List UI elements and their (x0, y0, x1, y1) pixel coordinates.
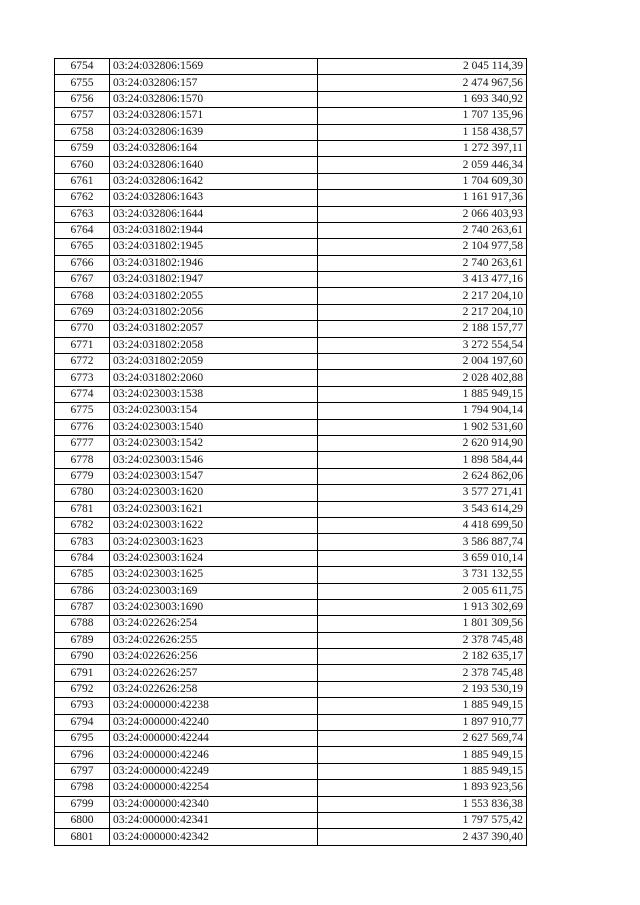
row-number-cell: 6783 (55, 534, 110, 550)
row-number-cell: 6761 (55, 173, 110, 189)
table-row (55, 75, 527, 91)
row-number-cell: 6764 (55, 222, 110, 238)
table-row (55, 370, 527, 386)
cadastral-value-cell: 2 378 745,48 (318, 665, 527, 681)
cadastral-number-cell: 03:24:032806:1643 (110, 190, 318, 206)
table-row (55, 222, 527, 238)
cadastral-value-cell: 2 004 197,60 (318, 354, 527, 370)
row-number-cell: 6793 (55, 698, 110, 714)
table-row (55, 681, 527, 697)
cadastral-value-cell: 2 217 204,10 (318, 288, 527, 304)
row-number-cell: 6785 (55, 567, 110, 583)
cadastral-number-cell: 03:24:023003:1546 (110, 452, 318, 468)
cadastral-value-cell: 1 885 949,15 (318, 763, 527, 779)
table-row (55, 140, 527, 156)
cadastral-value-cell: 3 586 887,74 (318, 534, 527, 550)
cadastral-value-cell: 2 193 530,19 (318, 681, 527, 697)
cadastral-number-cell: 03:24:032806:1642 (110, 173, 318, 189)
row-number-cell: 6759 (55, 140, 110, 156)
row-number-cell: 6799 (55, 796, 110, 812)
cadastral-value-cell: 2 627 569,74 (318, 731, 527, 747)
cadastral-value-cell: 1 893 923,56 (318, 780, 527, 796)
table-row (55, 517, 527, 533)
cadastral-number-cell: 03:24:023003:1540 (110, 419, 318, 435)
cadastral-number-cell: 03:24:031802:2055 (110, 288, 318, 304)
table-row (55, 59, 527, 75)
row-number-cell: 6800 (55, 812, 110, 828)
table-row (55, 698, 527, 714)
row-number-cell: 6782 (55, 517, 110, 533)
cadastral-value-cell: 1 913 302,69 (318, 599, 527, 615)
cadastral-value-cell: 2 620 914,90 (318, 435, 527, 451)
cadastral-value-cell: 1 885 949,15 (318, 698, 527, 714)
cadastral-number-cell: 03:24:031802:1945 (110, 239, 318, 255)
table-row (55, 665, 527, 681)
row-number-cell: 6795 (55, 731, 110, 747)
row-number-cell: 6772 (55, 354, 110, 370)
row-number-cell: 6787 (55, 599, 110, 615)
cadastral-value-table (54, 58, 527, 846)
row-number-cell: 6791 (55, 665, 110, 681)
cadastral-number-cell: 03:24:031802:1946 (110, 255, 318, 271)
cadastral-number-cell: 03:24:031802:2056 (110, 304, 318, 320)
cadastral-value-cell: 3 731 132,55 (318, 567, 527, 583)
cadastral-number-cell: 03:24:031802:1947 (110, 272, 318, 288)
cadastral-value-cell: 1 902 531,60 (318, 419, 527, 435)
cadastral-number-cell: 03:24:023003:1690 (110, 599, 318, 615)
row-number-cell: 6798 (55, 780, 110, 796)
row-number-cell: 6758 (55, 124, 110, 140)
row-number-cell: 6768 (55, 288, 110, 304)
table-row (55, 91, 527, 107)
row-number-cell: 6766 (55, 255, 110, 271)
cadastral-number-cell: 03:24:031802:2057 (110, 321, 318, 337)
cadastral-value-cell: 2 378 745,48 (318, 632, 527, 648)
table-row (55, 452, 527, 468)
cadastral-number-cell: 03:24:000000:42340 (110, 796, 318, 812)
cadastral-value-cell: 2 104 977,58 (318, 239, 527, 255)
cadastral-number-cell: 03:24:031802:2058 (110, 337, 318, 353)
cadastral-number-cell: 03:24:000000:42244 (110, 731, 318, 747)
cadastral-value-cell: 3 659 010,14 (318, 550, 527, 566)
cadastral-value-cell: 1 885 949,15 (318, 386, 527, 402)
cadastral-value-cell: 3 272 554,54 (318, 337, 527, 353)
cadastral-value-cell: 4 418 699,50 (318, 517, 527, 533)
table-row (55, 206, 527, 222)
row-number-cell: 6773 (55, 370, 110, 386)
cadastral-number-cell: 03:24:032806:164 (110, 140, 318, 156)
cadastral-value-cell: 2 059 446,34 (318, 157, 527, 173)
row-number-cell: 6775 (55, 403, 110, 419)
table-row (55, 567, 527, 583)
cadastral-value-cell: 1 885 949,15 (318, 747, 527, 763)
row-number-cell: 6762 (55, 190, 110, 206)
cadastral-value-cell: 1 272 397,11 (318, 140, 527, 156)
table-row (55, 468, 527, 484)
row-number-cell: 6786 (55, 583, 110, 599)
row-number-cell: 6794 (55, 714, 110, 730)
cadastral-number-cell: 03:24:022626:254 (110, 616, 318, 632)
table-row (55, 747, 527, 763)
table-row (55, 255, 527, 271)
cadastral-value-cell: 1 707 135,96 (318, 108, 527, 124)
cadastral-value-cell: 2 005 611,75 (318, 583, 527, 599)
table-row (55, 780, 527, 796)
table-row (55, 534, 527, 550)
cadastral-number-cell: 03:24:023003:1625 (110, 567, 318, 583)
cadastral-number-cell: 03:24:023003:1542 (110, 435, 318, 451)
cadastral-number-cell: 03:24:031802:1944 (110, 222, 318, 238)
table-row (55, 485, 527, 501)
cadastral-number-cell: 03:24:023003:169 (110, 583, 318, 599)
cadastral-number-cell: 03:24:023003:1624 (110, 550, 318, 566)
row-number-cell: 6774 (55, 386, 110, 402)
table-row (55, 714, 527, 730)
table-row (55, 321, 527, 337)
cadastral-number-cell: 03:24:023003:1547 (110, 468, 318, 484)
cadastral-value-cell: 3 543 614,29 (318, 501, 527, 517)
cadastral-value-cell: 3 413 477,16 (318, 272, 527, 288)
cadastral-number-cell: 03:24:032806:1644 (110, 206, 318, 222)
cadastral-value-cell: 2 182 635,17 (318, 649, 527, 665)
table-row (55, 763, 527, 779)
row-number-cell: 6780 (55, 485, 110, 501)
cadastral-value-cell: 1 897 910,77 (318, 714, 527, 730)
row-number-cell: 6801 (55, 829, 110, 845)
row-number-cell: 6792 (55, 681, 110, 697)
table-row (55, 419, 527, 435)
table-row (55, 435, 527, 451)
cadastral-number-cell: 03:24:022626:255 (110, 632, 318, 648)
cadastral-number-cell: 03:24:000000:42238 (110, 698, 318, 714)
row-number-cell: 6789 (55, 632, 110, 648)
table-row (55, 829, 527, 845)
row-number-cell: 6781 (55, 501, 110, 517)
cadastral-number-cell: 03:24:022626:258 (110, 681, 318, 697)
row-number-cell: 6796 (55, 747, 110, 763)
table-row (55, 124, 527, 140)
table-row (55, 812, 527, 828)
row-number-cell: 6776 (55, 419, 110, 435)
cadastral-value-cell: 2 217 204,10 (318, 304, 527, 320)
cadastral-value-cell: 2 188 157,77 (318, 321, 527, 337)
cadastral-number-cell: 03:24:032806:1570 (110, 91, 318, 107)
table-row (55, 403, 527, 419)
row-number-cell: 6771 (55, 337, 110, 353)
cadastral-number-cell: 03:24:023003:1620 (110, 485, 318, 501)
table-row (55, 337, 527, 353)
cadastral-value-cell: 1 553 836,38 (318, 796, 527, 812)
table-row (55, 731, 527, 747)
table-row (55, 157, 527, 173)
table-row (55, 108, 527, 124)
table-row (55, 354, 527, 370)
table-row (55, 501, 527, 517)
cadastral-number-cell: 03:24:023003:1622 (110, 517, 318, 533)
cadastral-value-cell: 3 577 271,41 (318, 485, 527, 501)
cadastral-number-cell: 03:24:022626:256 (110, 649, 318, 665)
row-number-cell: 6754 (55, 59, 110, 75)
cadastral-number-cell: 03:24:000000:42342 (110, 829, 318, 845)
table-row (55, 173, 527, 189)
cadastral-number-cell: 03:24:023003:154 (110, 403, 318, 419)
cadastral-number-cell: 03:24:032806:1640 (110, 157, 318, 173)
cadastral-number-cell: 03:24:023003:1621 (110, 501, 318, 517)
cadastral-value-cell: 2 066 403,93 (318, 206, 527, 222)
row-number-cell: 6797 (55, 763, 110, 779)
cadastral-value-cell: 2 624 862,06 (318, 468, 527, 484)
cadastral-number-cell: 03:24:032806:157 (110, 75, 318, 91)
row-number-cell: 6777 (55, 435, 110, 451)
table-row (55, 583, 527, 599)
row-number-cell: 6769 (55, 304, 110, 320)
cadastral-number-cell: 03:24:031802:2059 (110, 354, 318, 370)
cadastral-value-cell: 1 704 609,30 (318, 173, 527, 189)
row-number-cell: 6778 (55, 452, 110, 468)
cadastral-value-cell: 2 740 263,61 (318, 255, 527, 271)
row-number-cell: 6779 (55, 468, 110, 484)
cadastral-value-cell: 1 797 575,42 (318, 812, 527, 828)
table-row (55, 599, 527, 615)
cadastral-value-cell: 2 740 263,61 (318, 222, 527, 238)
cadastral-value-cell: 2 045 114,39 (318, 59, 527, 75)
table-row (55, 550, 527, 566)
cadastral-number-cell: 03:24:032806:1639 (110, 124, 318, 140)
row-number-cell: 6763 (55, 206, 110, 222)
cadastral-value-cell: 2 474 967,56 (318, 75, 527, 91)
row-number-cell: 6788 (55, 616, 110, 632)
table-row (55, 386, 527, 402)
row-number-cell: 6755 (55, 75, 110, 91)
cadastral-value-cell: 1 801 309,56 (318, 616, 527, 632)
cadastral-value-cell: 1 693 340,92 (318, 91, 527, 107)
cadastral-value-cell: 1 161 917,36 (318, 190, 527, 206)
cadastral-value-cell: 1 794 904,14 (318, 403, 527, 419)
row-number-cell: 6770 (55, 321, 110, 337)
table-row (55, 288, 527, 304)
cadastral-value-cell: 1 898 584,44 (318, 452, 527, 468)
cadastral-number-cell: 03:24:000000:42249 (110, 763, 318, 779)
cadastral-value-cell: 1 158 438,57 (318, 124, 527, 140)
table-row (55, 190, 527, 206)
table-row (55, 796, 527, 812)
row-number-cell: 6756 (55, 91, 110, 107)
cadastral-number-cell: 03:24:000000:42246 (110, 747, 318, 763)
cadastral-value-cell: 2 028 402,88 (318, 370, 527, 386)
row-number-cell: 6765 (55, 239, 110, 255)
row-number-cell: 6760 (55, 157, 110, 173)
cadastral-number-cell: 03:24:032806:1569 (110, 59, 318, 75)
table-row (55, 272, 527, 288)
table-row (55, 616, 527, 632)
cadastral-number-cell: 03:24:000000:42240 (110, 714, 318, 730)
cadastral-number-cell: 03:24:000000:42254 (110, 780, 318, 796)
table-row (55, 649, 527, 665)
cadastral-number-cell: 03:24:031802:2060 (110, 370, 318, 386)
table-row (55, 304, 527, 320)
cadastral-number-cell: 03:24:022626:257 (110, 665, 318, 681)
cadastral-number-cell: 03:24:023003:1623 (110, 534, 318, 550)
table-row (55, 239, 527, 255)
table-body (55, 59, 527, 846)
cadastral-number-cell: 03:24:000000:42341 (110, 812, 318, 828)
cadastral-value-cell: 2 437 390,40 (318, 829, 527, 845)
row-number-cell: 6790 (55, 649, 110, 665)
row-number-cell: 6784 (55, 550, 110, 566)
cadastral-number-cell: 03:24:023003:1538 (110, 386, 318, 402)
table-row (55, 632, 527, 648)
row-number-cell: 6767 (55, 272, 110, 288)
row-number-cell: 6757 (55, 108, 110, 124)
cadastral-number-cell: 03:24:032806:1571 (110, 108, 318, 124)
